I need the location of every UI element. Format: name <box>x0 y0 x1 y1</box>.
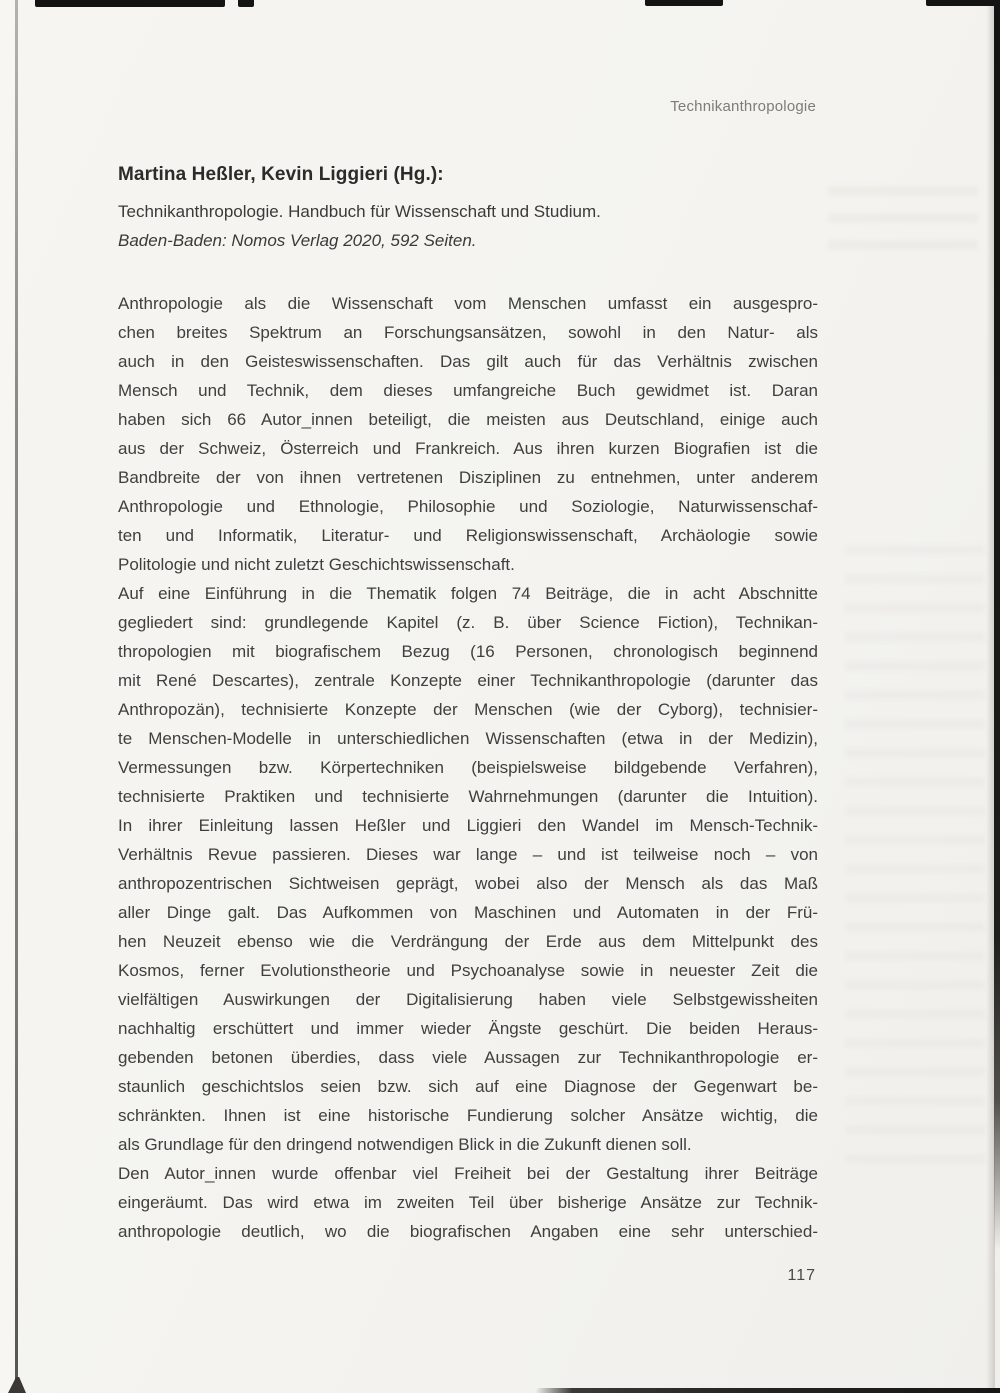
body-line: Den Autor_innen wurde offenbar viel Freiheit bei der Gestaltung ihrer Beiträge <box>118 1164 818 1183</box>
page-edge-bottom <box>535 1388 1000 1393</box>
body-line: haben sich 66 Autor_innen beteiligt, die meisten aus Deutschland, einige auch <box>118 410 818 429</box>
body-line: nachhaltig erschüttert und immer wieder Ängste geschürt. Die beiden Heraus- <box>118 1019 818 1038</box>
body-line: chen breites Spektrum an Forschungsansätzen, sowohl in den Natur- als <box>118 323 818 342</box>
body-line: hen Neuzeit ebenso wie die Verdrängung der Erde aus dem Mittelpunkt des <box>118 932 818 951</box>
scanner-strip-right <box>994 0 1000 1250</box>
body-line: technisierte Praktiken und technisierte Wahrnehmungen (darunter die Intuition). <box>118 787 818 806</box>
body-line: Verhältnis Revue passieren. Dieses war lange – und ist teilweise noch – von <box>118 845 818 864</box>
body-line: mit René Descartes), zentrale Konzepte einer Technikanthropologie (darunter das <box>118 671 818 690</box>
body-line: schränkten. Ihnen ist eine historische Fundierung solcher Ansätze wichtig, die <box>118 1106 818 1125</box>
review-body <box>118 289 818 1246</box>
body-line: Mensch und Technik, dem dieses umfangreiche Buch gewidmet ist. Daran <box>118 381 818 400</box>
body-line: gegliedert sind: grundlegende Kapitel (z. B. über Science Fiction), Technikan- <box>118 613 818 632</box>
body-line: staunlich geschichtslos seien bzw. sich auf eine Diagnose der Gegenwart be- <box>118 1077 818 1096</box>
body-line: Politologie und nicht zuletzt Geschichtswissenschaft. <box>118 555 515 574</box>
body-line: anthropozentrischen Sichtweisen geprägt, wobei also der Mensch als das Maß <box>118 874 818 893</box>
book-editors: Martina Heßler, Kevin Liggieri (Hg.): <box>118 164 444 185</box>
body-line: thropologien mit biografischem Bezug (16 Personen, chronologisch beginnend <box>118 642 818 661</box>
body-line: Vermessungen bzw. Körpertechniken (beispielsweise bildgebende Verfahren), <box>118 758 818 777</box>
body-line: aus der Schweiz, Österreich und Frankreich. Aus ihren kurzen Biografien ist die <box>118 439 818 458</box>
show-through-text-top <box>828 186 978 266</box>
body-line: Kosmos, ferner Evolutionstheorie und Psychoanalyse sowie in neuester Zeit die <box>118 961 818 980</box>
scan-mark-top-4 <box>926 0 1000 6</box>
book-title: Technikanthropologie. Handbuch für Wissenschaft und Studium. <box>118 202 601 221</box>
body-line: auch in den Geisteswissenschaften. Das gilt auch für das Verhältnis zwischen <box>118 352 818 371</box>
binding-edge-line <box>15 0 18 1393</box>
scan-mark-top-1 <box>35 0 225 7</box>
book-publication: Baden-Baden: Nomos Verlag 2020, 592 Seiten. <box>118 231 477 250</box>
body-line: In ihrer Einleitung lassen Heßler und Liggieri den Wandel im Mensch-Technik- <box>118 816 818 835</box>
body-line: vielfältigen Auswirkungen der Digitalisierung haben viele Selbstgewissheiten <box>118 990 818 1009</box>
body-line: gebenden betonen überdies, dass viele Aussagen zur Technikanthropologie er- <box>118 1048 818 1067</box>
body-line: Auf eine Einführung in die Thematik folgen 74 Beiträge, die in acht Abschnitte <box>118 584 818 603</box>
scan-mark-top-2 <box>238 0 254 7</box>
body-line: Anthropozän), technisierte Konzepte der Menschen (wie der Cyborg), technisier- <box>118 700 818 719</box>
body-line: eingeräumt. Das wird etwa im zweiten Teil über bisherige Ansätze zur Technik- <box>118 1193 818 1212</box>
scan-mark-top-3 <box>645 0 723 6</box>
page-number: 117 <box>787 1267 816 1284</box>
body-line: anthropologie deutlich, wo die biografischen Angaben eine sehr unterschied- <box>118 1222 818 1241</box>
body-line: ten und Informatik, Literatur- und Religionswissenschaft, Archäologie sowie <box>118 526 818 545</box>
show-through-text-middle <box>845 545 985 1165</box>
body-line: te Menschen-Modelle in unterschiedlichen Wissenschaften (etwa in der Medizin), <box>118 729 818 748</box>
body-line: Anthropologie als die Wissenschaft vom Menschen umfasst ein ausgespro- <box>118 294 818 313</box>
left-paper-margin <box>0 0 15 1393</box>
body-line: Anthropologie und Ethnologie, Philosophie und Soziologie, Naturwissenschaf- <box>118 497 818 516</box>
body-line: aller Dinge galt. Das Aufkommen von Maschinen und Automaten in der Frü- <box>118 903 818 922</box>
running-header: Technikanthropologie <box>670 98 816 115</box>
body-line: Bandbreite der von ihnen vertretenen Disziplinen zu entnehmen, unter anderem <box>118 468 818 487</box>
body-line: als Grundlage für den dringend notwendigen Blick in die Zukunft dienen soll. <box>118 1135 692 1154</box>
